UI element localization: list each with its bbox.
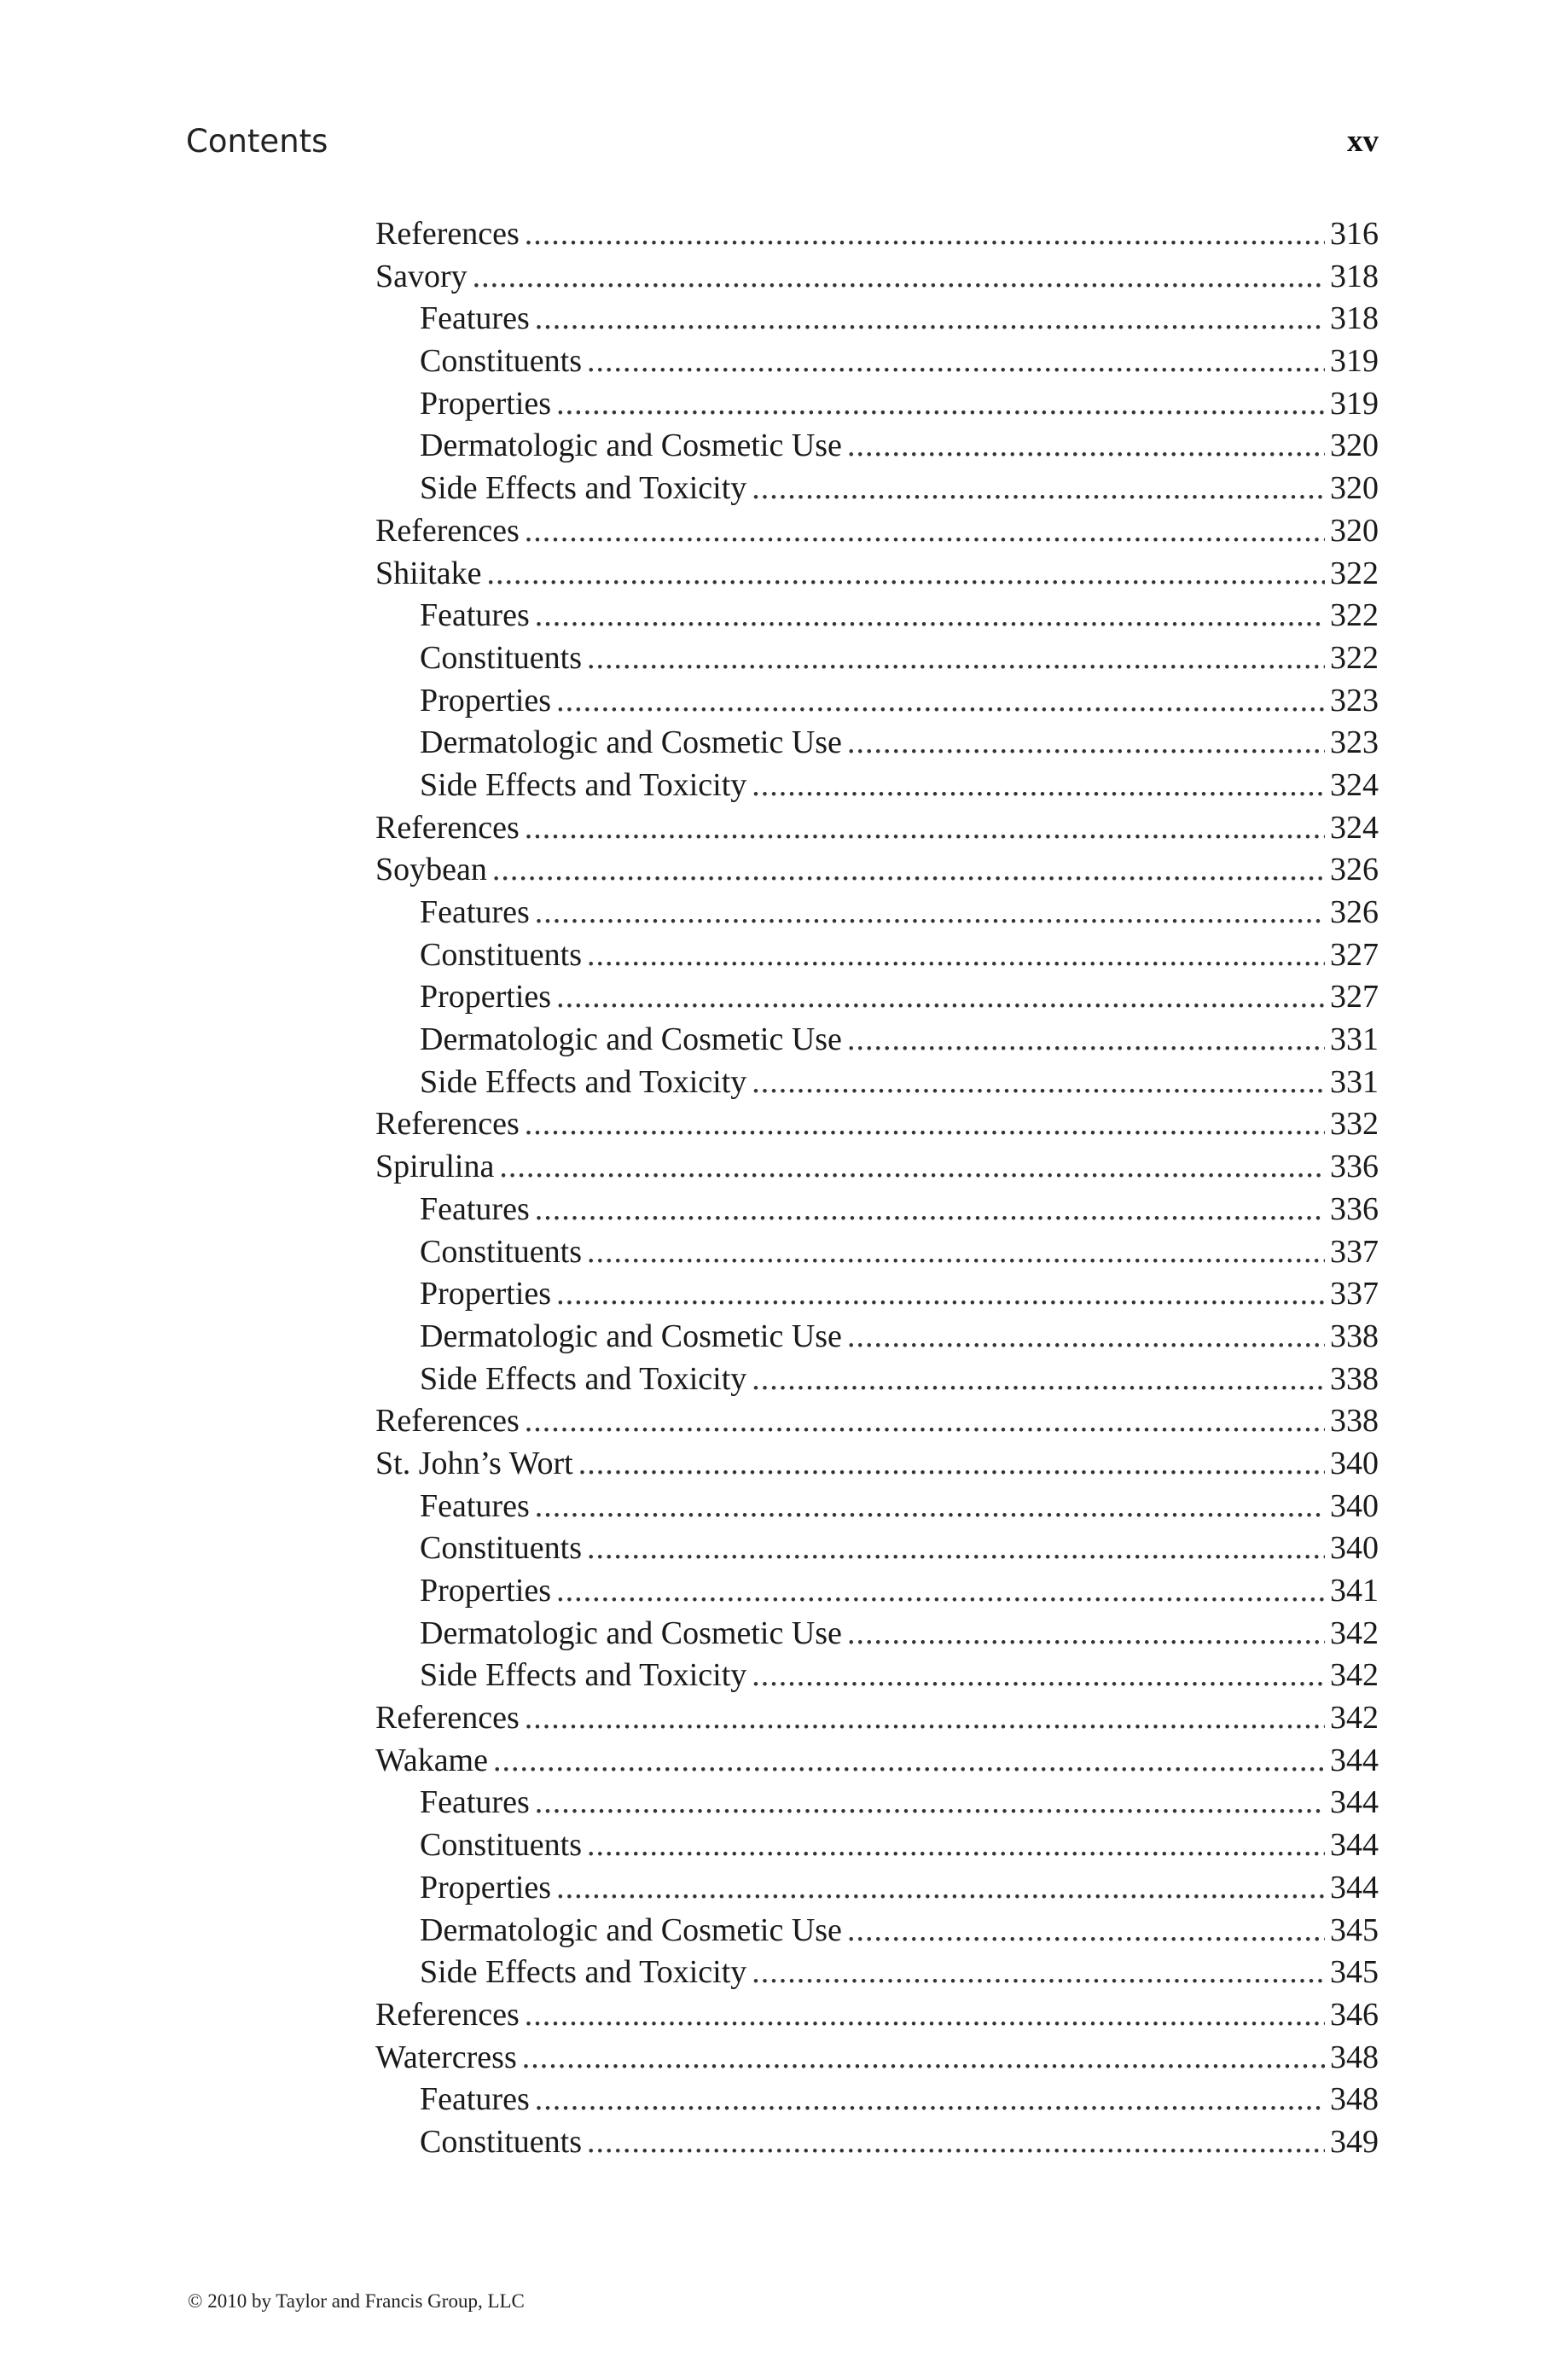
dot-leader <box>752 765 1325 807</box>
toc-entry-page: 320 <box>1330 512 1379 549</box>
toc-entry-title: Features <box>420 1487 530 1524</box>
toc-entry-title: Constituents <box>420 1233 583 1270</box>
toc-entry-title: Constituents <box>420 936 583 973</box>
toc-entry-page: 342 <box>1330 1700 1379 1737</box>
toc-entry-title: Wakame <box>375 1742 488 1778</box>
dot-leader <box>847 1613 1325 1655</box>
dot-leader <box>499 1146 1325 1189</box>
toc-entry-title: Dermatologic and Cosmetic Use <box>420 1911 842 1948</box>
toc-entry-title: Features <box>420 2081 530 2118</box>
dot-leader <box>525 1994 1325 2037</box>
toc-entry-page: 322 <box>1330 597 1379 634</box>
dot-leader <box>525 213 1325 256</box>
toc-entry-page: 327 <box>1330 936 1379 973</box>
toc-subentry[interactable] <box>375 1613 1379 1655</box>
toc-subentry[interactable] <box>375 765 1379 807</box>
toc-subentry[interactable] <box>375 2079 1379 2121</box>
toc-entry-page: 336 <box>1330 1190 1379 1227</box>
toc-subentry[interactable] <box>375 1655 1379 1697</box>
toc-entry-page: 337 <box>1330 1233 1379 1270</box>
toc-subentry[interactable] <box>375 1910 1379 1952</box>
toc-entry-page: 318 <box>1330 258 1379 294</box>
toc-entry-page: 344 <box>1330 1784 1379 1821</box>
copyright-footer: © 2010 by Taylor and Francis Group, LLC <box>188 2290 525 2312</box>
dot-leader <box>587 934 1325 977</box>
dot-leader <box>587 1824 1325 1867</box>
toc-entry-page: 338 <box>1330 1403 1379 1440</box>
toc-entry[interactable] <box>375 256 1379 299</box>
toc-entry-title: St. John’s Wort <box>375 1445 573 1481</box>
toc-entry-title: Side Effects and Toxicity <box>420 1657 747 1694</box>
dot-leader <box>525 510 1325 553</box>
toc-entry[interactable] <box>375 1443 1379 1486</box>
running-head <box>186 118 1379 166</box>
toc-subentry[interactable] <box>375 1570 1379 1613</box>
toc-entry-title: Soybean <box>375 852 487 888</box>
toc-entry-page: 324 <box>1330 766 1379 803</box>
dot-leader <box>535 1486 1325 1528</box>
dot-leader <box>587 1231 1325 1274</box>
toc-subentry[interactable] <box>375 1782 1379 1824</box>
toc-entry[interactable] <box>375 1697 1379 1740</box>
toc-entry-page: 322 <box>1330 555 1379 591</box>
toc-entry-title: Constituents <box>420 1827 583 1864</box>
dot-leader <box>556 1867 1325 1910</box>
toc-entry-title: Features <box>420 894 530 930</box>
toc-entry-title: Shiitake <box>375 555 482 591</box>
running-title: Contents <box>186 123 328 160</box>
dot-leader <box>492 849 1325 892</box>
dot-leader <box>556 976 1325 1019</box>
toc-entry[interactable] <box>375 1146 1379 1189</box>
toc-entry-title: Side Effects and Toxicity <box>420 1063 747 1100</box>
toc-entry-title: References <box>375 512 520 549</box>
toc-entry-page: 326 <box>1330 852 1379 888</box>
toc-entry-title: References <box>375 1700 520 1737</box>
toc-entry-page: 345 <box>1330 1911 1379 1948</box>
toc-subentry[interactable] <box>375 383 1379 426</box>
toc-entry-title: Savory <box>375 258 467 294</box>
toc-entry-title: Dermatologic and Cosmetic Use <box>420 724 842 761</box>
toc-subentry[interactable] <box>375 1359 1379 1401</box>
dot-leader <box>535 892 1325 934</box>
dot-leader <box>847 1316 1325 1359</box>
toc-entry-title: Dermatologic and Cosmetic Use <box>420 1318 842 1354</box>
dot-leader <box>535 2079 1325 2121</box>
dot-leader <box>535 595 1325 637</box>
toc-subentry[interactable] <box>375 595 1379 637</box>
toc-entry-title: Features <box>420 597 530 634</box>
toc-subentry[interactable] <box>375 298 1379 340</box>
toc-entry-page: 340 <box>1330 1445 1379 1481</box>
toc-entry-page: 337 <box>1330 1276 1379 1312</box>
toc-subentry[interactable] <box>375 468 1379 510</box>
toc-subentry[interactable] <box>375 1189 1379 1231</box>
dot-leader <box>587 637 1325 680</box>
toc-entry-title: Features <box>420 1784 530 1821</box>
toc-entry-page: 340 <box>1330 1487 1379 1524</box>
toc-entry-title: Properties <box>420 1573 552 1609</box>
toc-entry-page: 327 <box>1330 979 1379 1015</box>
dot-leader <box>487 553 1325 596</box>
dot-leader <box>556 1570 1325 1613</box>
dot-leader <box>525 1697 1325 1740</box>
toc-entry-page: 345 <box>1330 1954 1379 1991</box>
toc-entry[interactable] <box>375 1740 1379 1783</box>
toc-entry-page: 316 <box>1330 216 1379 252</box>
toc-subentry[interactable] <box>375 1062 1379 1104</box>
toc-entry-page: 338 <box>1330 1318 1379 1354</box>
toc-entry-title: Side Effects and Toxicity <box>420 1360 747 1397</box>
toc-subentry[interactable] <box>375 1273 1379 1316</box>
toc-entry[interactable] <box>375 510 1379 553</box>
dot-leader <box>522 2037 1325 2080</box>
toc-entry-page: 332 <box>1330 1106 1379 1143</box>
dot-leader <box>752 1359 1325 1401</box>
toc-entry-title: Features <box>420 1190 530 1227</box>
toc-entry-title: Properties <box>420 682 552 719</box>
toc-entry-page: 324 <box>1330 809 1379 846</box>
toc-entry[interactable] <box>375 807 1379 850</box>
toc-entry-page: 344 <box>1330 1742 1379 1778</box>
toc-entry-page: 341 <box>1330 1573 1379 1609</box>
toc-entry-page: 342 <box>1330 1615 1379 1651</box>
dot-leader <box>587 340 1325 383</box>
toc-entry-title: Dermatologic and Cosmetic Use <box>420 1021 842 1058</box>
toc-entry-title: Features <box>420 300 530 337</box>
dot-leader <box>752 1062 1325 1104</box>
toc-entry-title: References <box>375 216 520 252</box>
toc-entry[interactable] <box>375 1994 1379 2037</box>
toc-entry[interactable] <box>375 849 1379 892</box>
toc-entry-page: 344 <box>1330 1827 1379 1864</box>
toc-entry-title: References <box>375 1403 520 1440</box>
toc-entry-title: Dermatologic and Cosmetic Use <box>420 1615 842 1651</box>
toc-subentry[interactable] <box>375 637 1379 680</box>
toc-entry-title: References <box>375 1996 520 2033</box>
dot-leader <box>847 722 1325 765</box>
toc-entry-page: 322 <box>1330 639 1379 676</box>
dot-leader <box>587 2121 1325 2164</box>
toc-entry-title: Constituents <box>420 639 583 676</box>
toc-subentry[interactable] <box>375 680 1379 723</box>
toc-entry-page: 319 <box>1330 343 1379 380</box>
toc-subentry[interactable] <box>375 1824 1379 1867</box>
toc-entry-page: 323 <box>1330 682 1379 719</box>
dot-leader <box>473 256 1325 299</box>
toc-entry-page: 344 <box>1330 1869 1379 1905</box>
toc-entry-page: 331 <box>1330 1021 1379 1058</box>
toc-entry-title: Side Effects and Toxicity <box>420 470 747 507</box>
dot-leader <box>578 1443 1325 1486</box>
toc-entry-page: 323 <box>1330 724 1379 761</box>
dot-leader <box>587 1527 1325 1570</box>
toc-entry-title: Watercress <box>375 2039 517 2075</box>
toc-subentry[interactable] <box>375 1316 1379 1359</box>
dot-leader <box>556 1273 1325 1316</box>
toc-subentry[interactable] <box>375 1527 1379 1570</box>
toc-subentry[interactable] <box>375 2121 1379 2164</box>
toc-entry-page: 320 <box>1330 428 1379 464</box>
toc-subentry[interactable] <box>375 1867 1379 1910</box>
toc-entry-page: 336 <box>1330 1149 1379 1185</box>
toc-subentry[interactable] <box>375 976 1379 1019</box>
dot-leader <box>752 1952 1325 1994</box>
toc-entry-page: 346 <box>1330 1996 1379 2033</box>
dot-leader <box>535 298 1325 340</box>
toc-entry-page: 331 <box>1330 1063 1379 1100</box>
toc-entry-page: 320 <box>1330 470 1379 507</box>
toc-entry-page: 318 <box>1330 300 1379 337</box>
dot-leader <box>556 680 1325 723</box>
dot-leader <box>525 807 1325 850</box>
dot-leader <box>525 1400 1325 1443</box>
toc-entry-title: References <box>375 809 520 846</box>
toc-entry-title: Properties <box>420 979 552 1015</box>
table-of-contents <box>375 213 1379 2164</box>
toc-entry-page: 340 <box>1330 1530 1379 1567</box>
toc-entry-title: References <box>375 1106 520 1143</box>
toc-entry-page: 348 <box>1330 2039 1379 2075</box>
toc-entry-page: 349 <box>1330 2123 1379 2160</box>
dot-leader <box>847 1019 1325 1062</box>
toc-entry[interactable] <box>375 1103 1379 1146</box>
toc-subentry[interactable] <box>375 425 1379 468</box>
toc-entry-title: Spirulina <box>375 1149 495 1185</box>
toc-entry-title: Constituents <box>420 1530 583 1567</box>
toc-entry-title: Properties <box>420 1869 552 1905</box>
toc-entry-title: Constituents <box>420 2123 583 2160</box>
toc-entry-title: Properties <box>420 1276 552 1312</box>
toc-entry[interactable] <box>375 2037 1379 2080</box>
dot-leader <box>535 1782 1325 1824</box>
dot-leader <box>752 468 1325 510</box>
dot-leader <box>556 383 1325 426</box>
toc-entry-title: Dermatologic and Cosmetic Use <box>420 428 842 464</box>
toc-entry-title: Side Effects and Toxicity <box>420 1954 747 1991</box>
toc-entry[interactable] <box>375 553 1379 596</box>
toc-subentry[interactable] <box>375 1486 1379 1528</box>
dot-leader <box>752 1655 1325 1697</box>
toc-entry-title: Side Effects and Toxicity <box>420 766 747 803</box>
toc-entry[interactable] <box>375 1400 1379 1443</box>
toc-subentry[interactable] <box>375 1231 1379 1274</box>
page-number: xv <box>1347 124 1379 159</box>
toc-entry-page: 319 <box>1330 385 1379 422</box>
toc-subentry[interactable] <box>375 1019 1379 1062</box>
toc-subentry[interactable] <box>375 722 1379 765</box>
dot-leader <box>525 1103 1325 1146</box>
toc-entry-page: 342 <box>1330 1657 1379 1694</box>
toc-entry-page: 338 <box>1330 1360 1379 1397</box>
dot-leader <box>847 1910 1325 1952</box>
toc-entry-page: 348 <box>1330 2081 1379 2118</box>
toc-entry-title: Constituents <box>420 343 583 380</box>
dot-leader <box>847 425 1325 468</box>
toc-entry-page: 326 <box>1330 894 1379 930</box>
toc-subentry[interactable] <box>375 892 1379 934</box>
toc-entry-title: Properties <box>420 385 552 422</box>
toc-subentry[interactable] <box>375 1952 1379 1994</box>
toc-entry[interactable] <box>375 213 1379 256</box>
dot-leader <box>535 1189 1325 1231</box>
toc-subentry[interactable] <box>375 340 1379 383</box>
dot-leader <box>493 1740 1325 1783</box>
toc-subentry[interactable] <box>375 934 1379 977</box>
